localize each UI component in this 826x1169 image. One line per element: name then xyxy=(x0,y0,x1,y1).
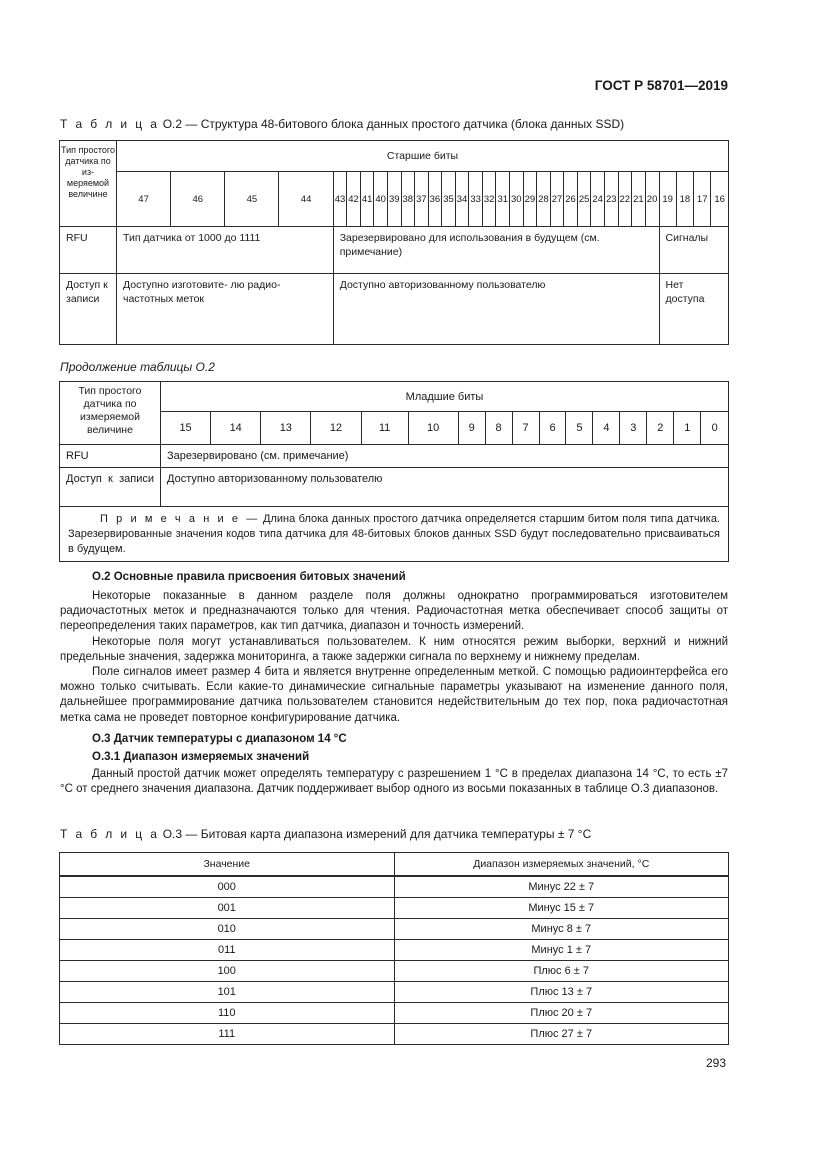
table1-bit-cell: 25 xyxy=(577,172,591,227)
table1-bit-cell: 23 xyxy=(604,172,618,227)
table-row xyxy=(60,1003,729,1024)
table-row xyxy=(60,1024,729,1045)
table1-bit-cell: 18 xyxy=(676,172,693,227)
table2-bit-cell: 15 xyxy=(161,412,211,445)
table1-bit-cell: 47 xyxy=(117,172,171,227)
table3-cell-value: 101 xyxy=(60,982,395,1003)
table1-row-rfu xyxy=(60,227,729,274)
table2-continuation: Продолжение таблицы О.2 xyxy=(60,360,215,374)
table3-caption xyxy=(60,827,591,841)
table1-access-label: Доступ к записи xyxy=(60,274,117,345)
table2-bit-cell: 12 xyxy=(311,412,361,445)
table2-bit-cell: 0 xyxy=(701,412,729,445)
table2-bit-cell: 11 xyxy=(361,412,408,445)
table1-bit-cell: 44 xyxy=(279,172,333,227)
table1-bit-cell: 36 xyxy=(428,172,442,227)
table1-bit-cell: 41 xyxy=(360,172,374,227)
section-o3-p1: Данный простой датчик может определять температуру с разрешением 1 °C в пределах диапазона 14 °C, то есть ±7 °C от среднего значения диапазона. Датчик поддерживает выбор одного из восьми показанных в таблице О.3 диапазонов. xyxy=(60,768,728,796)
table3-cell-range: Плюс 20 ± 7 xyxy=(394,1003,729,1024)
table1-rfu-label: RFU xyxy=(60,227,117,274)
table-row xyxy=(60,982,729,1003)
table2-access-label: Доступ к записи xyxy=(60,468,161,507)
table-o2-high-bits xyxy=(59,140,729,345)
table3-header-row xyxy=(60,853,729,877)
table3-header-value: Значение xyxy=(60,853,395,877)
table3-cell-range: Минус 8 ± 7 xyxy=(394,919,729,940)
table3-cell-range: Плюс 6 ± 7 xyxy=(394,961,729,982)
table1-bit-cell: 34 xyxy=(455,172,469,227)
table1-bit-cell: 22 xyxy=(618,172,632,227)
table2-bit-cell: 9 xyxy=(458,412,485,445)
section-o2-p2: Некоторые поля могут устанавливаться пользователем. К ним относятся режим выборки, верхний и нижний предельные значения, задержка мониторинга, а также задержки сигнала по верхнему и нижнему пределам. xyxy=(60,636,728,664)
table1-bit-cell: 16 xyxy=(711,172,729,227)
table3-caption-text: О.3 — Битовая карта диапазона измерений для датчика температуры ± 7 °C xyxy=(162,827,592,841)
table2-bit-cell: 14 xyxy=(211,412,261,445)
table2-bit-cell: 4 xyxy=(593,412,620,445)
table-row xyxy=(60,940,729,961)
section-o2-heading: О.2 Основные правила присвоения битовых значений xyxy=(92,571,406,583)
table1-bit-cell: 32 xyxy=(482,172,496,227)
table2-row-access xyxy=(60,468,729,507)
table1-rfu-reserved: Зарезервировано для использования в будущем (см. примечание) xyxy=(333,227,659,274)
table1-rfu-type: Тип датчика от 1000 до 1111 xyxy=(117,227,334,274)
table2-bits-row xyxy=(60,412,729,445)
table2-rfu-value: Зарезервировано (см. примечание) xyxy=(161,445,729,468)
table2-rfu-label: RFU xyxy=(60,445,161,468)
table-row xyxy=(60,919,729,940)
table1-bit-cell: 45 xyxy=(225,172,279,227)
table1-caption xyxy=(60,117,624,131)
table1-access-none: Нет доступа xyxy=(659,274,729,345)
table-row xyxy=(60,876,729,898)
table3-cell-value: 011 xyxy=(60,940,395,961)
table2-row-note xyxy=(60,507,729,562)
table2-group-header: Младшие биты xyxy=(161,382,729,412)
table2-bit-cell: 10 xyxy=(408,412,458,445)
section-o3-1-heading: О.3.1 Диапазон измеряемых значений xyxy=(92,751,310,763)
table1-bit-cell: 40 xyxy=(374,172,388,227)
table-row xyxy=(60,898,729,919)
table1-access-user: Доступно авторизованному пользователю xyxy=(333,274,659,345)
table1-bit-cell: 21 xyxy=(632,172,646,227)
table1-bit-cell: 39 xyxy=(387,172,401,227)
table2-col-label: Тип простого датчика по измеряемой величине xyxy=(60,382,161,445)
table1-bit-cell: 43 xyxy=(333,172,347,227)
table1-bit-cell: 42 xyxy=(347,172,361,227)
table1-bit-cell: 37 xyxy=(415,172,429,227)
table1-bits-row xyxy=(60,172,729,227)
standard-number: ГОСТ Р 58701—2019 xyxy=(594,78,728,93)
table1-bit-cell: 33 xyxy=(469,172,483,227)
table-row xyxy=(60,961,729,982)
table1-caption-prefix: Т а б л и ц а xyxy=(60,117,160,131)
table1-bit-cell: 29 xyxy=(523,172,537,227)
section-o2-p1: Некоторые показанные в данном разделе поля должны однократно программироваться изготовителем радиочастотных меток и предназначаются только для чтения. Радиочастотная метка обеспечивает способ защиты от переопределения таких параметров, как тип датчика, диапазон и точность измерений. xyxy=(60,590,728,633)
table1-bit-cell: 27 xyxy=(550,172,564,227)
table1-bit-cell: 26 xyxy=(564,172,578,227)
table3-cell-value: 010 xyxy=(60,919,395,940)
table-o3-range-bitmap xyxy=(59,852,729,1045)
table1-bit-cell: 20 xyxy=(645,172,659,227)
table1-bit-cell: 38 xyxy=(401,172,415,227)
table1-access-type: Доступно изготовите- лю радио- частотных меток xyxy=(117,274,334,345)
table1-bit-cell: 35 xyxy=(442,172,456,227)
table1-bit-cell: 17 xyxy=(694,172,711,227)
table2-access-value: Доступно авторизованному пользователю xyxy=(161,468,729,507)
table2-bit-cell: 1 xyxy=(674,412,701,445)
table2-bit-cell: 13 xyxy=(261,412,311,445)
table2-bit-cell: 8 xyxy=(485,412,512,445)
table2-bit-cell: 6 xyxy=(539,412,566,445)
table1-bit-cell: 30 xyxy=(510,172,524,227)
table3-cell-value: 001 xyxy=(60,898,395,919)
table3-cell-range: Минус 22 ± 7 xyxy=(394,876,729,898)
table1-bit-cell: 46 xyxy=(171,172,225,227)
table1-row-access xyxy=(60,274,729,345)
note-text: Длина блока данных простого датчика определяется старшим битом поля типа датчика. Зарезервированные значения кодов типа датчика для 48-битовых блоков данных SSD будут последовательно присваиваться в будущем. xyxy=(68,513,720,555)
table1-bit-cell: 31 xyxy=(496,172,510,227)
table2-row-rfu xyxy=(60,445,729,468)
table2-bit-cell: 2 xyxy=(647,412,674,445)
page-number: 293 xyxy=(705,1056,726,1070)
section-o2-p3: Поле сигналов имеет размер 4 бита и является внутренне определенным меткой. С помощью радиоинтерфейса его можно только считывать. Если какие-то динамические сигнальные параметры указывают на изменение данного поля, дальнейшее программирование датчика пользователем становится недействительным до тех пор, пока радиочастотная метка сама не проведет повторное конфигурирование датчика. xyxy=(60,666,728,724)
section-o3-heading: О.3 Датчик температуры с диапазоном 14 °C xyxy=(92,733,347,745)
table-o2-low-bits xyxy=(59,381,729,562)
table3-cell-range: Минус 15 ± 7 xyxy=(394,898,729,919)
table3-header-range: Диапазон измеряемых значений, °C xyxy=(394,853,729,877)
table3-cell-range: Плюс 13 ± 7 xyxy=(394,982,729,1003)
table2-bit-cell: 5 xyxy=(566,412,593,445)
table1-bit-cell: 28 xyxy=(537,172,551,227)
table1-group-header: Старшие биты xyxy=(117,141,729,172)
table1-bit-cell: 19 xyxy=(659,172,676,227)
table2-bit-cell: 7 xyxy=(512,412,539,445)
table3-cell-value: 100 xyxy=(60,961,395,982)
table1-rfu-signals: Сигналы xyxy=(659,227,729,274)
table1-col-label: Тип простого датчика по из- меряемой величине xyxy=(60,141,117,227)
table3-caption-prefix: Т а б л и ц а xyxy=(60,827,160,841)
note-prefix: П р и м е ч а н и е — xyxy=(100,513,260,525)
table3-cell-value: 110 xyxy=(60,1003,395,1024)
table3-cell-value: 000 xyxy=(60,876,395,898)
table3-cell-value: 111 xyxy=(60,1024,395,1045)
table1-bit-cell: 24 xyxy=(591,172,605,227)
table2-bit-cell: 3 xyxy=(620,412,647,445)
table3-cell-range: Минус 1 ± 7 xyxy=(394,940,729,961)
table3-cell-range: Плюс 27 ± 7 xyxy=(394,1024,729,1045)
table1-caption-text: О.2 — Структура 48-битового блока данных простого датчика (блока данных SSD) xyxy=(162,117,625,131)
table2-note xyxy=(60,507,729,562)
